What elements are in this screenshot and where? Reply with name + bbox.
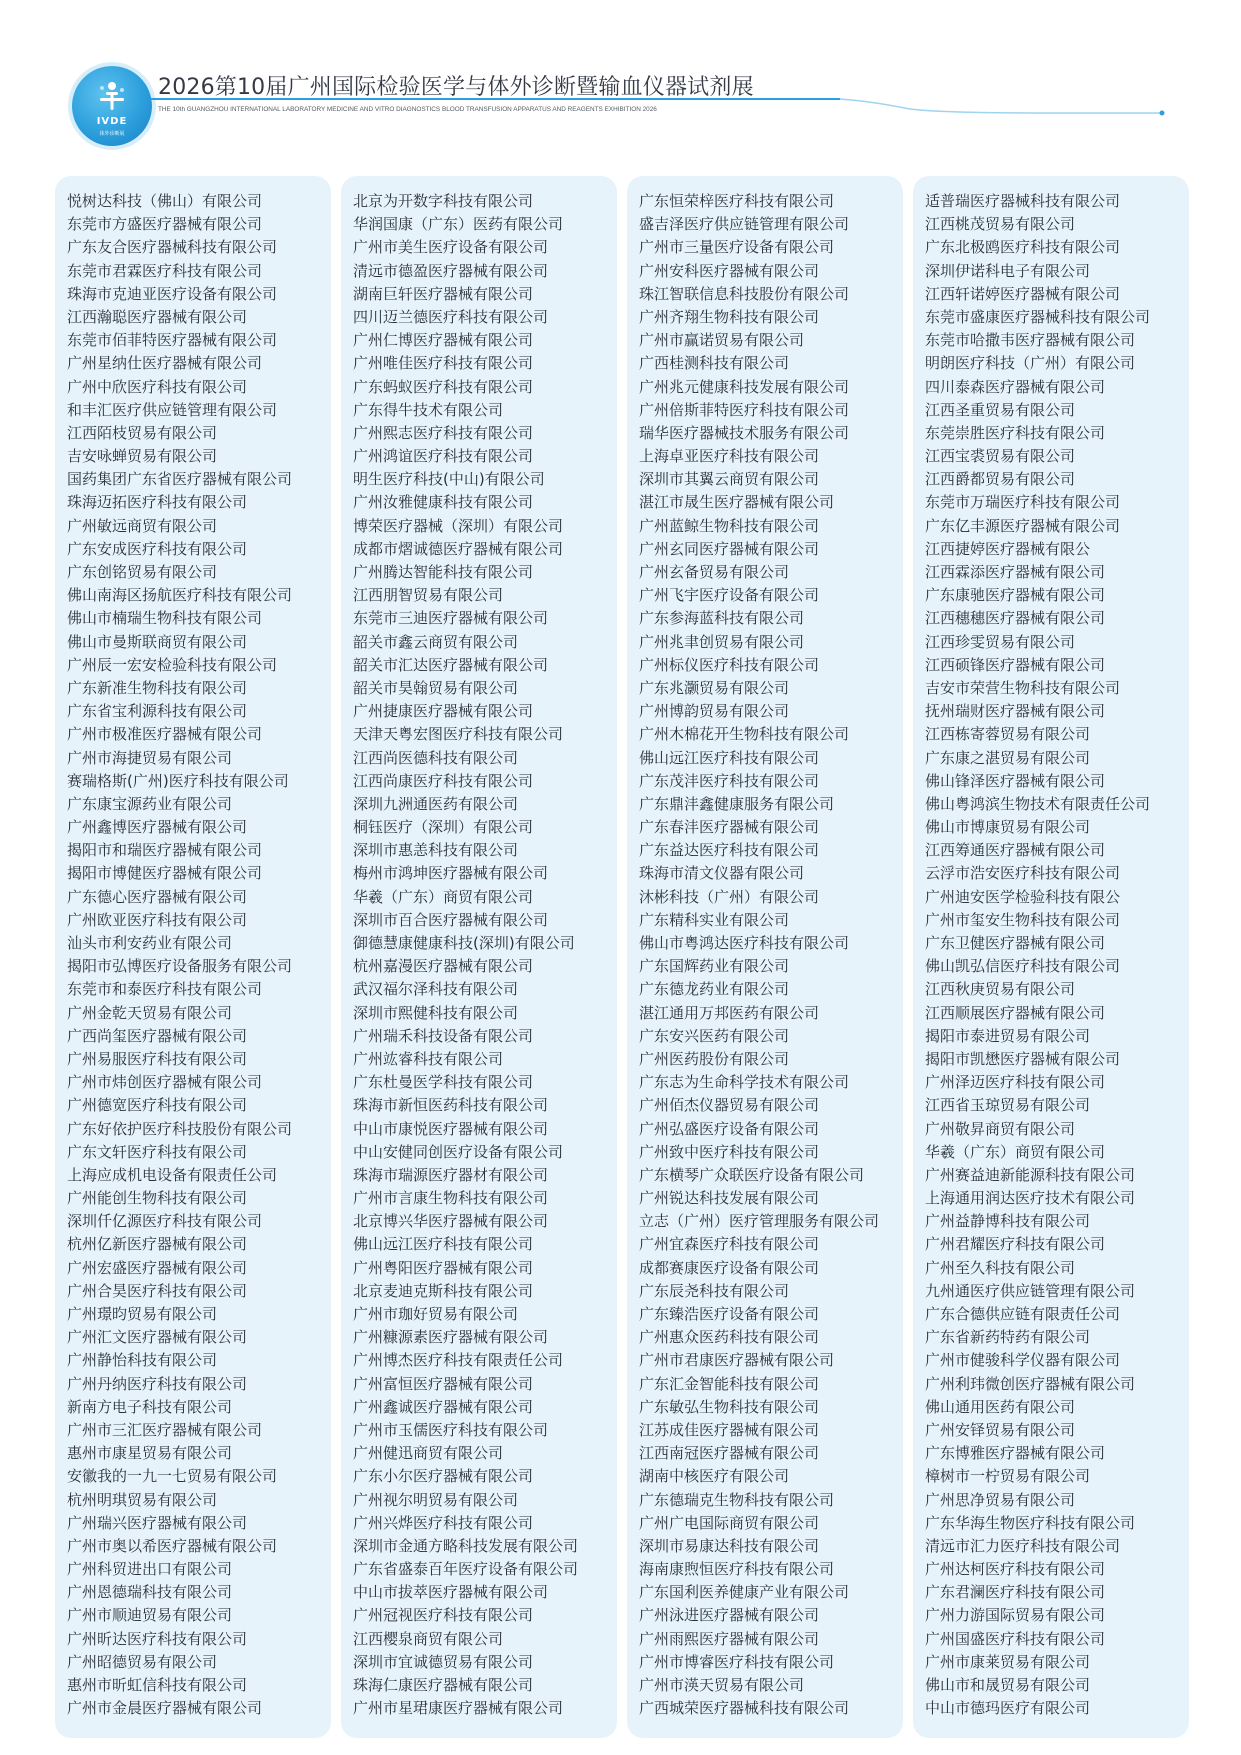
company-name: 广州市奥以希医疗器械有限公司 [67,1536,278,1555]
company-name: 中山市康悦医疗器械有限公司 [353,1119,549,1138]
company-name: 东莞市方盛医疗器械有限公司 [67,215,263,234]
company-name: 广东德心医疗器械有限公司 [67,887,248,906]
company-name: 广东参海蓝科技有限公司 [639,609,805,628]
company-name: 广东汇金智能科技有限公司 [639,1374,820,1393]
company-name: 广州瑞禾科技设备有限公司 [353,1026,534,1045]
company-column-2 [341,176,617,1738]
company-name: 广东北极鸥医疗科技有限公司 [925,238,1121,257]
company-name: 杭州嘉漫医疗器械有限公司 [353,957,534,976]
company-name: 珠海迈拓医疗科技有限公司 [67,493,248,512]
company-name: 广州倍斯菲特医疗科技有限公司 [639,400,850,419]
company-list [627,176,903,1720]
company-name: 广东卫健医疗器械有限公司 [925,934,1106,952]
company-name: 广州昭德贸易有限公司 [67,1652,218,1671]
company-name: 盛吉泽医疗供应链管理有限公司 [639,215,850,234]
company-name: 揭阳市凯懋医疗器械有限公司 [925,1049,1121,1068]
company-name: 华羲（广东）商贸有限公司 [353,887,534,906]
company-name: 广州丹纳医疗科技有限公司 [67,1374,248,1393]
company-name: 杭州亿新医疗器械有限公司 [67,1235,248,1254]
company-name: 湛江通用万邦医药有限公司 [639,1003,820,1022]
company-name: 广东康之湛贸易有限公司 [925,748,1091,767]
company-name: 深圳市宜诚德贸易有限公司 [353,1652,534,1671]
company-name: 吉安市荣营生物科技有限公司 [925,678,1121,697]
company-name: 梅州市鸿坤医疗器械有限公司 [353,864,549,883]
company-name: 珠海仁康医疗器械有限公司 [353,1676,534,1694]
company-name: 深圳市其翼云商贸有限公司 [639,470,820,489]
company-name: 广州瑞兴医疗器械有限公司 [67,1513,248,1532]
company-name: 广东创铭贸易有限公司 [67,563,218,581]
company-name: 博荣医疗器械（深圳）有限公司 [353,516,564,535]
company-name: 佛山远江医疗科技有限公司 [639,748,820,767]
company-name: 广州易服医疗科技有限公司 [67,1049,248,1068]
company-name: 上海卓亚医疗科技有限公司 [639,447,820,466]
company-list [913,176,1189,1720]
company-name: 广州安铎贸易有限公司 [925,1420,1076,1439]
company-name: 佛山市曼斯联商贸有限公司 [67,632,248,651]
company-name: 广州博杰医疗科技有限责任公司 [353,1351,564,1370]
company-name: 广州安科医疗器械有限公司 [639,261,820,280]
company-name: 赛瑞格斯(广州)医疗科技有限公司 [67,771,289,790]
company-name: 广州雨熙医疗器械有限公司 [639,1629,820,1648]
company-name: 吉安咏蝉贸易有限公司 [67,447,218,466]
company-name: 九州通医疗供应链管理有限公司 [925,1281,1136,1300]
company-name: 北京麦迪克斯科技有限公司 [353,1281,534,1300]
company-name: 深圳九洲通医药有限公司 [353,794,519,813]
company-name: 华羲（广东）商贸有限公司 [925,1142,1106,1161]
company-name: 广西桂测科技有限公司 [639,354,790,373]
company-name: 佛山粤鸿滨生物技术有限责任公司 [925,794,1151,813]
company-name: 湖南巨轩医疗器械有限公司 [353,284,534,303]
company-name: 广州木棉花开生物科技有限公司 [639,725,850,744]
company-name: 广州佰杰仪器贸易有限公司 [639,1096,820,1115]
company-name: 悦树达科技（佛山）有限公司 [67,192,263,210]
company-name: 江西珍雯贸易有限公司 [925,632,1076,651]
page-header [0,0,1241,160]
company-name: 广东安成医疗科技有限公司 [67,539,248,558]
logo-text: IVDE [96,116,128,127]
company-name: 江西筹通医疗器械有限公司 [925,841,1106,860]
company-name: 广州迪安医学检验科技有限公 [925,887,1121,906]
company-name: 广州鑫博医疗器械有限公司 [67,818,248,837]
company-name: 广州标仪医疗科技有限公司 [639,655,820,674]
company-name: 沐彬科技（广州）有限公司 [639,887,820,906]
company-name: 中山安健同创医疗设备有限公司 [353,1142,564,1161]
company-name: 国药集团广东省医疗器械有限公司 [67,470,293,489]
company-name: 深圳市百合医疗器械有限公司 [353,910,549,929]
company-name: 深圳市金通方略科技发展有限公司 [353,1536,579,1555]
company-name: 广州市博睿医疗科技有限公司 [639,1652,835,1671]
company-name: 广州蓝鲸生物科技有限公司 [639,516,820,535]
company-name: 佛山通用医药有限公司 [925,1397,1076,1416]
company-name: 樟树市一柠贸易有限公司 [925,1467,1091,1486]
company-name: 广州市赢诺贸易有限公司 [639,331,805,350]
company-list [55,176,331,1720]
company-name: 广州健迅商贸有限公司 [353,1444,504,1463]
company-name: 御德慧康健康科技(深圳)有限公司 [353,934,575,952]
company-name: 瑞华医疗器械技术服务有限公司 [639,423,850,442]
company-name: 广州星纳仕医疗器械有限公司 [67,354,263,373]
company-name: 桐钰医疗（深圳）有限公司 [353,818,534,837]
company-name: 广东志为生命科学技术有限公司 [639,1073,850,1092]
company-name: 广州粤阳医疗器械有限公司 [353,1258,534,1277]
company-name: 广州宜森医疗科技有限公司 [639,1235,820,1254]
company-name: 佛山市和晟贸易有限公司 [925,1676,1091,1694]
company-name: 广州熙志医疗科技有限公司 [353,423,534,442]
company-name: 明生医疗科技(中山)有限公司 [353,470,545,489]
company-name: 揭阳市泰进贸易有限公司 [925,1026,1091,1045]
company-name: 广州兴烨医疗科技有限公司 [353,1513,534,1532]
company-name: 广州泽迈医疗科技有限公司 [925,1073,1106,1092]
company-name: 广州思净贸易有限公司 [925,1490,1076,1509]
company-name: 武汉福尔泽科技有限公司 [353,980,519,999]
company-name: 江西顺展医疗器械有限公司 [925,1003,1106,1022]
company-name: 抚州瑞财医疗器械有限公司 [925,702,1106,721]
company-name: 佛山市楠瑞生物科技有限公司 [67,609,263,628]
company-name: 广州市极准医疗器械有限公司 [67,725,263,744]
company-name: 江西朋智贸易有限公司 [353,586,504,605]
company-name: 上海通用润达医疗技术有限公司 [925,1189,1136,1208]
company-name: 东莞市三迪医疗器械有限公司 [353,609,549,628]
company-name: 汕头市利安药业有限公司 [67,934,233,952]
company-name: 广东茂沣医疗科技有限公司 [639,771,820,790]
company-name: 清远市汇力医疗科技有限公司 [925,1536,1121,1555]
company-name: 广州市渶天贸易有限公司 [639,1676,805,1694]
company-name: 广州玄同医疗器械有限公司 [639,539,820,558]
company-name: 广州市美生医疗设备有限公司 [353,238,549,257]
company-name: 广州致中医疗科技有限公司 [639,1142,820,1161]
company-name: 广州市顺迪贸易有限公司 [67,1606,233,1625]
company-name: 华润国康（广东）医药有限公司 [353,215,564,234]
company-name: 四川泰森医疗器械有限公司 [925,377,1106,396]
company-name: 广东德龙药业有限公司 [639,980,790,999]
company-name: 广州达柯医疗科技有限公司 [925,1560,1106,1579]
company-name: 成都赛康医疗设备有限公司 [639,1258,820,1277]
company-column-3 [627,176,903,1738]
company-name: 珠海市新恒医药科技有限公司 [353,1096,549,1115]
company-name: 深圳仟亿源医疗科技有限公司 [67,1212,263,1231]
company-name: 广东兆灏贸易有限公司 [639,678,790,697]
company-name: 广东益达医疗科技有限公司 [639,841,820,860]
company-name: 广东蚂蚁医疗科技有限公司 [353,377,534,396]
company-name: 广州利玮微创医疗器械有限公司 [925,1374,1136,1393]
company-name: 广东辰尧科技有限公司 [639,1281,790,1300]
company-name: 江西栋寄蓉贸易有限公司 [925,725,1091,744]
company-name: 佛山南海区扬航医疗科技有限公司 [67,586,293,605]
company-name: 广州市珈好贸易有限公司 [353,1305,519,1323]
company-name: 广东省宝利源科技有限公司 [67,702,248,721]
company-name: 江西瀚聪医疗器械有限公司 [67,307,248,326]
company-name: 广州市炜创医疗器械有限公司 [67,1073,263,1092]
ivde-logo [72,66,152,146]
company-name: 广州广电国际商贸有限公司 [639,1513,820,1532]
company-name: 广东安兴医药有限公司 [639,1026,790,1045]
company-name: 东莞市和泰医疗科技有限公司 [67,980,263,999]
company-name: 广州恩德瑞科技有限公司 [67,1583,233,1602]
logo-figure-icon [92,78,132,118]
company-name: 广州金乾天贸易有限公司 [67,1003,233,1022]
page-subtitle: THE 10th GUANGZHOU INTERNATIONAL LABORATORY MEDICINE AND VITRO DIAGNOSTICS BLOOD TRANSFUSION APPARATUS AND REAGENTS EXHIBITION 2026 [158,106,657,113]
company-name: 江西轩诺婷医疗器械有限公司 [925,284,1121,303]
company-name: 深圳市易康达科技有限公司 [639,1536,820,1555]
company-name: 广东博雅医疗器械有限公司 [925,1444,1106,1463]
company-name: 广东康宝源药业有限公司 [67,794,233,813]
company-name: 广州玄备贸易有限公司 [639,563,790,581]
company-name: 广州静怡科技有限公司 [67,1351,218,1370]
company-name: 中山市拔萃医疗器械有限公司 [353,1583,549,1602]
company-name: 广州中欣医疗科技有限公司 [67,377,248,396]
company-name: 广东得牛技术有限公司 [353,400,504,419]
company-name: 江西尚康医疗科技有限公司 [353,771,534,790]
company-name: 江西尚医德科技有限公司 [353,748,519,767]
company-name: 广州国盛医疗科技有限公司 [925,1629,1106,1648]
company-name: 广州市海捷贸易有限公司 [67,748,233,767]
company-name: 韶关市汇达医疗器械有限公司 [353,655,549,674]
company-name: 江西陌枝贸易有限公司 [67,423,218,442]
company-name: 珠海市瑞源医疗器材有限公司 [353,1165,549,1184]
company-name: 东莞市君霖医疗科技有限公司 [67,261,263,280]
company-name: 东莞市哈撒韦医疗器械有限公司 [925,331,1136,350]
company-name: 广东横琴广众联医疗设备有限公司 [639,1165,865,1184]
company-name: 揭阳市博健医疗器械有限公司 [67,864,263,883]
company-name: 广州冠视医疗科技有限公司 [353,1606,534,1625]
company-name: 东莞崇胜医疗科技有限公司 [925,423,1106,442]
company-name: 广州璟昀贸易有限公司 [67,1305,218,1323]
company-name: 广东德瑞克生物科技有限公司 [639,1490,835,1509]
company-name: 广东春沣医疗器械有限公司 [639,818,820,837]
company-name: 广东国利医养健康产业有限公司 [639,1583,850,1602]
company-name: 江西爵都贸易有限公司 [925,470,1076,489]
company-name: 广州力游国际贸易有限公司 [925,1606,1106,1625]
company-name: 和丰汇医疗供应链管理有限公司 [67,400,278,419]
company-name: 广东好依护医疗科技股份有限公司 [67,1119,293,1138]
company-name: 广州君耀医疗科技有限公司 [925,1235,1106,1254]
company-name: 广州鸿谊医疗科技有限公司 [353,447,534,466]
company-name: 揭阳市和瑞医疗器械有限公司 [67,841,263,860]
company-name: 广州昕达医疗科技有限公司 [67,1629,248,1648]
company-name: 江西省玉琼贸易有限公司 [925,1096,1091,1115]
company-name: 广州视尔明贸易有限公司 [353,1490,519,1509]
company-name: 深圳市熙健科技有限公司 [353,1003,519,1022]
company-name: 广州糠源素医疗器械有限公司 [353,1328,549,1347]
company-name: 广州至久科技有限公司 [925,1258,1076,1277]
company-name: 广东敏弘生物科技有限公司 [639,1397,820,1416]
company-name: 广州齐翔生物科技有限公司 [639,307,820,326]
company-name: 北京博兴华医疗器械有限公司 [353,1212,549,1231]
company-name: 广州兆元健康科技发展有限公司 [639,377,850,396]
company-name: 佛山远江医疗科技有限公司 [353,1235,534,1254]
company-name: 广州兆聿创贸易有限公司 [639,632,805,651]
company-name: 珠海市清文仪器有限公司 [639,864,805,883]
company-name: 广州捷康医疗器械有限公司 [353,702,534,721]
company-name: 广东国辉药业有限公司 [639,957,790,976]
company-name: 深圳市惠恙科技有限公司 [353,841,519,860]
company-name: 广州市玺安生物科技有限公司 [925,910,1121,929]
company-name: 北京为开数字科技有限公司 [353,192,534,210]
company-name: 广东杜曼医学科技有限公司 [353,1073,534,1092]
company-name: 广州弘盛医疗设备有限公司 [639,1119,820,1138]
company-name: 广州科贸进出口有限公司 [67,1560,233,1579]
company-name: 佛山市博康贸易有限公司 [925,818,1091,837]
company-name: 江苏成佳医疗器械有限公司 [639,1420,820,1439]
company-name: 佛山凯弘信医疗科技有限公司 [925,957,1121,976]
company-name: 江西捷婷医疗器械有限公 [925,539,1091,558]
company-name: 江西樱泉商贸有限公司 [353,1629,504,1648]
company-name: 广州市金晨医疗器械有限公司 [67,1699,263,1718]
company-name: 佛山市粤鸿达医疗科技有限公司 [639,934,850,952]
company-name: 广州敏远商贸有限公司 [67,516,218,535]
company-name: 佛山锋泽医疗器械有限公司 [925,771,1106,790]
company-name: 江西南冠医疗器械有限公司 [639,1444,820,1463]
company-name: 广州仁博医疗器械有限公司 [353,331,534,350]
company-name: 广州敬昇商贸有限公司 [925,1119,1076,1138]
company-name: 广州飞宇医疗设备有限公司 [639,586,820,605]
company-name: 广州市康莱贸易有限公司 [925,1652,1091,1671]
company-name: 海南康煦恒医疗科技有限公司 [639,1560,835,1579]
company-name: 广州欧亚医疗科技有限公司 [67,910,248,929]
company-name: 立志（广州）医疗管理服务有限公司 [639,1212,880,1231]
company-name: 中山市德玛医疗有限公司 [925,1699,1091,1718]
company-name: 广州市三汇医疗器械有限公司 [67,1420,263,1439]
company-name: 江西宝裘贸易有限公司 [925,447,1076,466]
company-name: 广州泳进医疗器械有限公司 [639,1606,820,1625]
company-name: 广州市健骏科学仪器有限公司 [925,1351,1121,1370]
company-name: 广东新准生物科技有限公司 [67,678,248,697]
company-name: 云浮市浩安医疗科技有限公司 [925,864,1121,883]
company-name: 广州宏盛医疗器械有限公司 [67,1258,248,1277]
company-name: 广州德宽医疗科技有限公司 [67,1096,248,1115]
company-name: 江西圣重贸易有限公司 [925,400,1076,419]
company-name: 新南方电子科技有限公司 [67,1397,233,1416]
company-name: 韶关市昊翰贸易有限公司 [353,678,519,697]
company-column-1 [55,176,331,1738]
company-name: 广州益静博科技有限公司 [925,1212,1091,1231]
company-name: 湖南中核医疗有限公司 [639,1467,790,1486]
company-name: 广州汇文医疗器械有限公司 [67,1328,248,1347]
company-name: 江西霖添医疗器械有限公司 [925,563,1106,581]
company-name: 天津天粤宏图医疗科技有限公司 [353,725,564,744]
company-name: 广州市三量医疗设备有限公司 [639,238,835,257]
company-name: 广州市玉儒医疗科技有限公司 [353,1420,549,1439]
company-list [341,176,617,1720]
company-name: 广东恒荣梓医疗科技有限公司 [639,192,835,210]
company-name: 广州腾达智能科技有限公司 [353,563,534,581]
company-name: 广东君澜医疗科技有限公司 [925,1583,1106,1602]
company-name: 广州市君康医疗器械有限公司 [639,1351,835,1370]
company-name: 广西城荣医疗器械科技有限公司 [639,1699,850,1718]
company-name: 东莞市佰菲特医疗器械有限公司 [67,331,278,350]
company-columns [55,176,1191,1738]
company-name: 江西桃茂贸易有限公司 [925,215,1076,234]
company-name: 广西尚玺医疗器械有限公司 [67,1026,248,1045]
company-name: 广东康驰医疗器械有限公司 [925,586,1106,605]
company-name: 安徽我的一九一七贸易有限公司 [67,1467,278,1486]
company-name: 东莞市万瑞医疗科技有限公司 [925,493,1121,512]
company-name: 广东省新药特药有限公司 [925,1328,1091,1347]
company-name: 广东精科实业有限公司 [639,910,790,929]
company-name: 广东亿丰源医疗器械有限公司 [925,516,1121,535]
company-name: 广州博韵贸易有限公司 [639,702,790,721]
company-name: 杭州明琪贸易有限公司 [67,1490,218,1509]
company-name: 珠海市克迪亚医疗设备有限公司 [67,284,278,303]
company-name: 广州赛益迪新能源科技有限公司 [925,1165,1136,1184]
company-name: 明朗医疗科技（广州）有限公司 [925,354,1136,373]
company-name: 广东臻浩医疗设备有限公司 [639,1305,820,1323]
company-name: 广州富恒医疗器械有限公司 [353,1374,534,1393]
company-name: 江西秋庚贸易有限公司 [925,980,1076,999]
company-name: 广东文轩医疗科技有限公司 [67,1142,248,1161]
company-name: 广东合德供应链有限责任公司 [925,1305,1121,1323]
company-name: 江西穗穗医疗器械有限公司 [925,609,1106,628]
company-name: 适普瑞医疗器械科技有限公司 [925,192,1121,210]
company-name: 清远市德盈医疗器械有限公司 [353,261,549,280]
company-name: 广东鼎沣鑫健康服务有限公司 [639,794,835,813]
company-name: 广州鑫诚医疗器械有限公司 [353,1397,534,1416]
company-name: 江西硕锋医疗器械有限公司 [925,655,1106,674]
company-name: 广州市星珺康医疗器械有限公司 [353,1699,564,1718]
company-name: 东莞市盛康医疗器械科技有限公司 [925,307,1151,326]
company-name: 揭阳市弘博医疗设备服务有限公司 [67,957,293,976]
company-name: 四川迈兰德医疗科技有限公司 [353,307,549,326]
company-column-4 [913,176,1189,1738]
logo-subtext: 体外诊断展 [99,131,125,137]
company-name: 广东小尔医疗器械有限公司 [353,1467,534,1486]
company-name: 广州汝雅健康科技有限公司 [353,493,534,512]
company-name: 广州医药股份有限公司 [639,1049,790,1068]
company-name: 广州惠众医药科技有限公司 [639,1328,820,1347]
company-name: 广州唯佳医疗科技有限公司 [353,354,534,373]
company-name: 广州能创生物科技有限公司 [67,1189,248,1208]
company-name: 深圳伊诺科电子有限公司 [925,261,1091,280]
company-name: 成都市熠诚德医疗器械有限公司 [353,539,564,558]
company-name: 广东省盛泰百年医疗设备有限公司 [353,1560,579,1579]
company-name: 广州合昊医疗科技有限公司 [67,1281,248,1300]
company-name: 惠州市昕虹信科技有限公司 [67,1676,248,1694]
company-name: 广东友合医疗器械科技有限公司 [67,238,278,257]
company-name: 湛江市晟生医疗器械有限公司 [639,493,835,512]
company-name: 广州市言康生物科技有限公司 [353,1189,549,1208]
company-name: 上海应成机电设备有限责任公司 [67,1165,278,1184]
page-title: 2026第10届广州国际检验医学与体外诊断暨输血仪器试剂展 [158,75,754,100]
company-name: 广州竑睿科技有限公司 [353,1049,504,1068]
company-name: 广州辰一宏安检验科技有限公司 [67,655,278,674]
company-name: 广东华海生物医疗科技有限公司 [925,1513,1136,1532]
company-name: 韶关市鑫云商贸有限公司 [353,632,519,651]
company-name: 珠江智联信息科技股份有限公司 [639,284,850,303]
company-name: 惠州市康星贸易有限公司 [67,1444,233,1463]
company-name: 广州锐达科技发展有限公司 [639,1189,820,1208]
